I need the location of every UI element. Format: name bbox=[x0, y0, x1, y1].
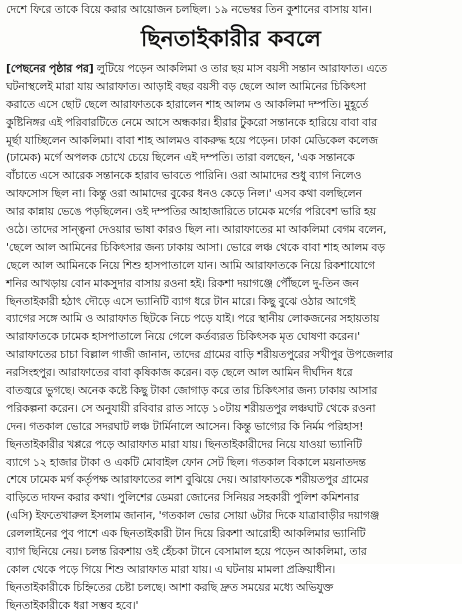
article-line: (এসি) ইফতেখারুল ইসলাম জানান, 'গতকাল ভোর সোয়া ৬টার দিকে যাত্রাবাড়ীর দয়াগঞ্জ bbox=[6, 509, 380, 523]
article-line-text: লুটিয়ে পড়েন আকলিমা ও তার ছয় মাস বয়সী সন্তান আরাফাত। এতে bbox=[93, 62, 387, 75]
article-line: মূর্ছা যাচ্ছিলেন আকলিমা। বাবা শাহ আলমও বাকরুদ্ধ হয়ে পড়েন। ঢাকা মেডিকেল কলেজ bbox=[6, 133, 378, 147]
article-line: ছেলে আল আমিনকে নিয়ে শিশু হাসপাতালে যান। আমি আরাফাতকে নিয়ে রিকশাযোগে bbox=[6, 258, 375, 272]
article-line: করাতে এসে ছোট ছেলে আরাফাতকে হারালেন শাহ আলম ও আকলিমা দম্পতি। মুহূর্তে bbox=[6, 97, 369, 111]
article-line: বাতজ্বরে ভুগছে। অনেক কষ্টে কিছু টাকা জোগাড় করে তার চিকিৎসার জন্য ঢাকায় আসার bbox=[6, 384, 378, 398]
article-line: ছিনতাইকারীর খপ্পরে পড়ে আরাফাত মারা যায়। ছিনতাইকারীদের নিয়ে যাওয়া ভ্যানিটি bbox=[6, 437, 362, 451]
article-line: ঘটনাস্থলেই মারা যায় আরাফাত। আড়াই বছর বয়সী বড় ছেলে আল আমিনের চিকিৎসা bbox=[6, 79, 366, 93]
article-line: পরিকল্পনা করেন। সে অনুযায়ী রবিবার রাত সাড়ে ১০টায় শরীয়তপুর লঞ্চঘাট থেকে রওনা bbox=[6, 401, 376, 415]
previous-paragraph-line: দেশে ফিরে তাকে বিয়ে করার আয়োজন চলছিল। ১৯ নভেম্বর তিন কুশানের বাসায় যান। bbox=[6, 3, 372, 16]
article-line: ছিনতাইকারীকে চিহ্নিতের চেষ্টা চলছে। আশা করছি দ্রুত সময়ের মধ্যে অভিযুক্ত bbox=[6, 580, 334, 594]
article-line: আরাফাতের চাচা বিল্লাল গাজী জানান, তাদের গ্রামের বাড়ি শরীয়তপুরের সখীপুর উপজেলার bbox=[6, 348, 393, 362]
article-line: বাড়িতে দাফন করার কথা। পুলিশের ডেমরা জোনের সিনিয়র সহকারী পুলিশ কমিশনার bbox=[6, 491, 360, 505]
article-line: রেললাইনের পুব পাশে এক ছিনতাইকারী টান দিয়ে রিকশা আরোহী আকলিমার ভ্যানিটি bbox=[6, 527, 366, 541]
article-line: নরসিংহপুর। আরাফাতের বাবা কৃষিকাজ করেন। বড় ছেলে আল আমিন দীর্ঘদিন ধরে bbox=[6, 366, 353, 380]
article-body bbox=[6, 60, 456, 612]
article-line: আফসোস ছিল না। কিন্তু ওরা আমাদের বুকের ধনও কেড়ে নিল।' এসব কথা বলছিলেন bbox=[6, 187, 362, 201]
article-line: আর কান্নায় ভেঙে পড়ছিলেন। ওই দম্পতির আহাজারিতে ঢামেক মর্গের পরিবেশ ভারি হয় bbox=[6, 205, 376, 219]
article-line: ব্যাগে ১২ হাজার টাকা ও একটি মোবাইল ফোন সেট ছিল। গতকাল বিকালে ময়নাতদন্ত bbox=[6, 455, 366, 469]
article-line: ছিনতাইকারীকে ধরা সম্ভব হবে।' bbox=[6, 598, 139, 612]
article-line: দেন। গতকাল ভোরে সদরঘাট লঞ্চ টার্মিনালে আসেন। কিন্তু ভাগ্যের কি নির্মম পরিহাস! bbox=[6, 419, 364, 433]
article-line: (ঢামেক) মর্গে অপলক চোখে চেয়ে ছিলেন এই দম্পতি। তারা বলছেন, 'এক সন্তানকে bbox=[6, 151, 355, 165]
continued-from-back-page-label: [পেছনের পৃষ্ঠার পর] bbox=[6, 62, 94, 75]
article-line: ব্যাগের সঙ্গে আমি ও আরাফাত ছিটকে নিচে পড়ে যাই। পরে স্থানীয় লোকজনের সহায়তায় bbox=[6, 312, 380, 326]
article-line bbox=[6, 60, 456, 78]
article-line: ওঠে। তাদের সান্ত্বনা দেওয়ার ভাষা কারও ছিল না। আরাফাতের মা আকলিমা বেগম বলেন, bbox=[6, 223, 387, 237]
article-line: বাঁচাতে এসে আরেক সন্তানকে হারাব ভাবতে পারিনি। ওরা আমাদের শুধু ব্যাগ নিলেও bbox=[6, 169, 362, 183]
article-line: শেষে ঢামেক মর্গ কর্তৃপক্ষ আরাফাতের লাশ বুঝিয়ে দেয়। আরাফাতকে শরীয়তপুর গ্রামের bbox=[6, 473, 369, 487]
article-line: কোল থেকে পড়ে গিয়ে শিশু আরাফাত মারা যায়। এ ঘটনায় মামলা প্রক্রিয়াধীন। bbox=[6, 562, 336, 576]
article-line: কুষ্টিনিঙ্গর এই পরিবারটিতে নেমে আসে অন্ধকার। হীরার টুকরো সন্তানকে হারিয়ে বাবা বার bbox=[6, 115, 377, 129]
article-line: শনির আখড়ায় বোন মাকসুদার বাসায় রওনা হই। রিকশা দয়াগঞ্জে পৌঁছলে দু-তিন জন bbox=[6, 276, 359, 290]
article-line: 'ছেলে আল আমিনের চিকিৎসার জন্য ঢাকায় আসা। ভোরে লঞ্চ থেকে বাবা শাহ আলম বড় bbox=[6, 240, 385, 254]
article-headline: ছিনতাইকারীর কবলে bbox=[141, 26, 321, 52]
article-line: ব্যাগ ছিনিয়ে নেয়। চলন্ত রিকশায় ওই হেঁচকা টানে বেসামাল হয়ে পড়েন আকলিমা, তার bbox=[6, 545, 367, 559]
article-line: আরাফাতকে ঢামেক হাসপাতালে নিয়ে গেলে কর্তব্যরত চিকিৎসক মৃত ঘোষণা করেন।' bbox=[6, 330, 360, 344]
article-line: ছিনতাইকারী হঠাৎ দৌড়ে এসে ভ্যানিটি ব্যাগ ধরে টান মারে। কিছু বুঝে ওঠার আগেই bbox=[6, 294, 356, 308]
